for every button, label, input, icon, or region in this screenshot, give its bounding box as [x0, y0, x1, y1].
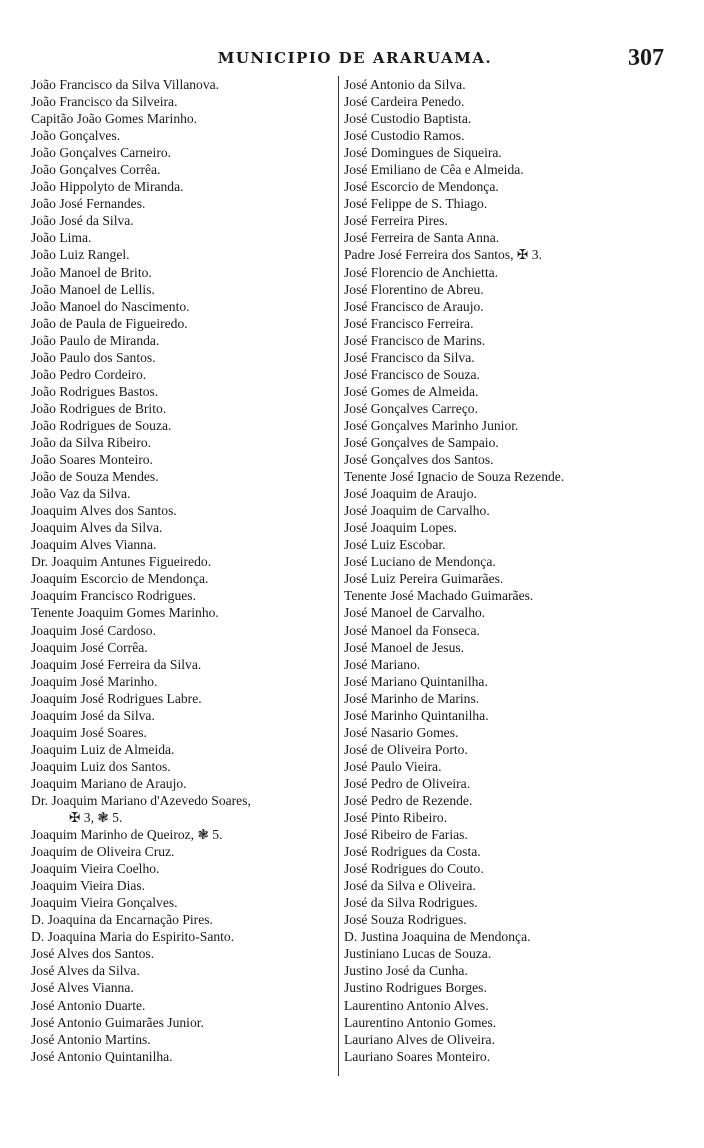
list-entry: José Joaquim de Araujo. [344, 486, 477, 502]
list-entry: José Pedro de Rezende. [344, 792, 473, 808]
list-entry: José de Oliveira Porto. [344, 741, 468, 757]
list-entry: José Francisco de Souza. [344, 366, 480, 382]
list-entry: Joaquim Francisco Rodrigues. [31, 588, 196, 604]
list-entry: José Luciano de Mendonça. [344, 554, 496, 570]
list-entry: João de Paula de Figueiredo. [31, 315, 188, 331]
list-entry: João Manoel de Brito. [31, 264, 152, 280]
list-entry: José Luiz Pereira Guimarães. [344, 571, 504, 587]
list-entry: José Nasario Gomes. [344, 724, 459, 740]
list-entry: José Emiliano de Cêa e Almeida. [344, 162, 524, 178]
list-entry: Joaquim Luiz dos Santos. [31, 758, 171, 774]
list-entry: José Ferreira Pires. [344, 213, 448, 229]
list-entry: José Alves dos Santos. [31, 946, 155, 962]
list-entry: José Florentino de Abreu. [344, 281, 484, 297]
list-entry: José Joaquim Lopes. [344, 520, 457, 536]
list-entry: José Manoel da Fonseca. [344, 622, 480, 638]
list-entry: José Ferreira de Santa Anna. [344, 230, 500, 246]
list-entry: D. Joaquina Maria do Espirito-Santo. [31, 929, 235, 945]
list-entry: João Soares Monteiro. [31, 452, 153, 468]
list-entry: João Francisco da Silva Villanova. [31, 77, 220, 92]
list-entry: Capitão João Gomes Marinho. [31, 111, 198, 127]
list-entry: José Antonio da Silva. [344, 77, 466, 92]
list-entry: José da Silva Rodrigues. [344, 895, 478, 911]
list-entry: Joaquim Marinho de Queiroz, ❃ 5. [31, 827, 223, 843]
list-entry: José Alves Vianna. [31, 980, 134, 996]
list-entry: João Rodrigues Bastos. [31, 383, 159, 399]
list-entry: Joaquim José Ferreira da Silva. [31, 656, 202, 672]
list-entry: José Joaquim de Carvalho. [344, 503, 490, 519]
list-entry: José Pedro de Oliveira. [344, 775, 471, 791]
list-entry: Padre José Ferreira dos Santos, ✠ 3. [344, 247, 542, 263]
list-entry: José Cardeira Penedo. [344, 94, 465, 110]
list-entry: José Alves da Silva. [31, 963, 140, 979]
list-entry: José Rodrigues do Couto. [344, 861, 484, 877]
list-entry: Justino José da Cunha. [344, 963, 468, 979]
list-entry: Dr. Joaquim Antunes Figueiredo. [31, 554, 212, 570]
list-entry: Tenente Joaquim Gomes Marinho. [31, 605, 219, 621]
list-entry: José Ribeiro de Farias. [344, 827, 468, 843]
right-name-column [344, 76, 644, 1065]
list-entry: João Rodrigues de Souza. [31, 417, 172, 433]
list-entry: Joaquim Escorcio de Mendonça. [31, 571, 209, 587]
list-entry: Joaquim José Corrêa. [31, 639, 148, 655]
list-entry: Joaquim José Soares. [31, 724, 147, 740]
list-entry: Dr. Joaquim Mariano d'Azevedo Soares, [31, 792, 251, 808]
list-entry: Lauriano Alves de Oliveira. [344, 1031, 495, 1047]
list-entry: José Escorcio de Mendonça. [344, 179, 499, 195]
list-entry: José Felippe de S. Thiago. [344, 196, 488, 212]
list-entry: João Paulo dos Santos. [31, 349, 156, 365]
list-entry: José Rodrigues da Costa. [344, 844, 481, 860]
list-entry: José Marinho de Marins. [344, 690, 480, 706]
list-entry: João José da Silva. [31, 213, 134, 229]
list-entry: José Paulo Vieira. [344, 758, 442, 774]
list-entry: José Marinho Quintanilha. [344, 707, 489, 723]
list-entry: João Gonçalves Corrêa. [31, 162, 161, 178]
list-entry: José Mariano. [344, 656, 421, 672]
list-entry: José Custodio Baptista. [344, 111, 472, 127]
list-entry: José Antonio Guimarães Junior. [31, 1014, 204, 1030]
list-entry: Laurentino Antonio Gomes. [344, 1014, 497, 1030]
left-name-column [31, 76, 341, 1065]
list-entry: Joaquim José Cardoso. [31, 622, 156, 638]
list-entry: Joaquim Luiz de Almeida. [31, 741, 175, 757]
page-header [0, 46, 704, 70]
list-entry: José Manoel de Jesus. [344, 639, 465, 655]
list-entry: Justiniano Lucas de Souza. [344, 946, 492, 962]
list-entry: José Gonçalves de Sampaio. [344, 434, 499, 450]
list-entry: João Vaz da Silva. [31, 486, 131, 502]
list-entry: José Francisco Ferreira. [344, 315, 474, 331]
list-entry: ✠ 3, ❃ 5. [69, 810, 123, 826]
list-entry: José Gomes de Almeida. [344, 383, 479, 399]
list-entry: Joaquim Alves Vianna. [31, 537, 157, 553]
list-entry: José da Silva e Oliveira. [344, 878, 476, 894]
list-entry: João Rodrigues de Brito. [31, 400, 167, 416]
list-entry: José Florencio de Anchietta. [344, 264, 499, 280]
column-divider [338, 76, 339, 1076]
list-entry: Justino Rodrigues Borges. [344, 980, 487, 996]
list-entry: João Gonçalves. [31, 128, 121, 144]
list-entry: João Paulo de Miranda. [31, 332, 160, 348]
page-title: MUNICIPIO DE ARARUAMA. [217, 49, 493, 67]
list-entry: João Manoel do Nascimento. [31, 298, 190, 314]
list-entry: João de Souza Mendes. [31, 469, 159, 485]
list-entry: Joaquim Alves da Silva. [31, 520, 163, 536]
list-entry: Joaquim de Oliveira Cruz. [31, 844, 175, 860]
list-entry: José Manoel de Carvalho. [344, 605, 486, 621]
list-entry: João da Silva Ribeiro. [31, 434, 152, 450]
list-entry: José Pinto Ribeiro. [344, 810, 448, 826]
list-entry: João Luiz Rangel. [31, 247, 130, 263]
list-entry: José Mariano Quintanilha. [344, 673, 488, 689]
list-entry: José Antonio Duarte. [31, 997, 146, 1013]
list-entry: José Custodio Ramos. [344, 128, 465, 144]
list-entry: José Francisco de Araujo. [344, 298, 484, 314]
list-entry: João Francisco da Silveira. [31, 94, 178, 110]
list-entry: Joaquim José Rodrigues Labre. [31, 690, 202, 706]
list-entry: João Manoel de Lellis. [31, 281, 155, 297]
list-entry: José Domingues de Siqueira. [344, 145, 502, 161]
page-number: 307 [628, 45, 664, 71]
list-entry: João Pedro Cordeiro. [31, 366, 147, 382]
list-entry: Joaquim José Marinho. [31, 673, 158, 689]
list-entry: D. Justina Joaquina de Mendonça. [344, 929, 531, 945]
list-entry: Joaquim Mariano de Araujo. [31, 775, 187, 791]
list-entry: Tenente José Machado Guimarães. [344, 588, 534, 604]
list-entry: José Souza Rodrigues. [344, 912, 467, 928]
list-entry: Tenente José Ignacio de Souza Rezende. [344, 469, 565, 485]
list-entry: Joaquim Vieira Gonçalves. [31, 895, 178, 911]
list-entry: João Lima. [31, 230, 92, 246]
list-entry: Laurentino Antonio Alves. [344, 997, 489, 1013]
list-entry: Joaquim Alves dos Santos. [31, 503, 177, 519]
list-entry: Joaquim Vieira Coelho. [31, 861, 160, 877]
list-entry: João Hippolyto de Miranda. [31, 179, 184, 195]
list-entry: José Antonio Quintanilha. [31, 1048, 173, 1064]
list-entry: José Luiz Escobar. [344, 537, 446, 553]
list-entry: Joaquim José da Silva. [31, 707, 155, 723]
list-entry: José Antonio Martins. [31, 1031, 151, 1047]
list-entry: José Gonçalves dos Santos. [344, 452, 494, 468]
list-entry: D. Joaquina da Encarnação Pires. [31, 912, 213, 928]
list-entry: José Francisco da Silva. [344, 349, 475, 365]
list-entry: José Gonçalves Carreço. [344, 400, 478, 416]
list-entry: Joaquim Vieira Dias. [31, 878, 146, 894]
list-entry: José Gonçalves Marinho Junior. [344, 417, 519, 433]
list-entry: João José Fernandes. [31, 196, 146, 212]
list-entry: José Francisco de Marins. [344, 332, 486, 348]
list-entry: João Gonçalves Carneiro. [31, 145, 172, 161]
list-entry: Lauriano Soares Monteiro. [344, 1048, 491, 1064]
